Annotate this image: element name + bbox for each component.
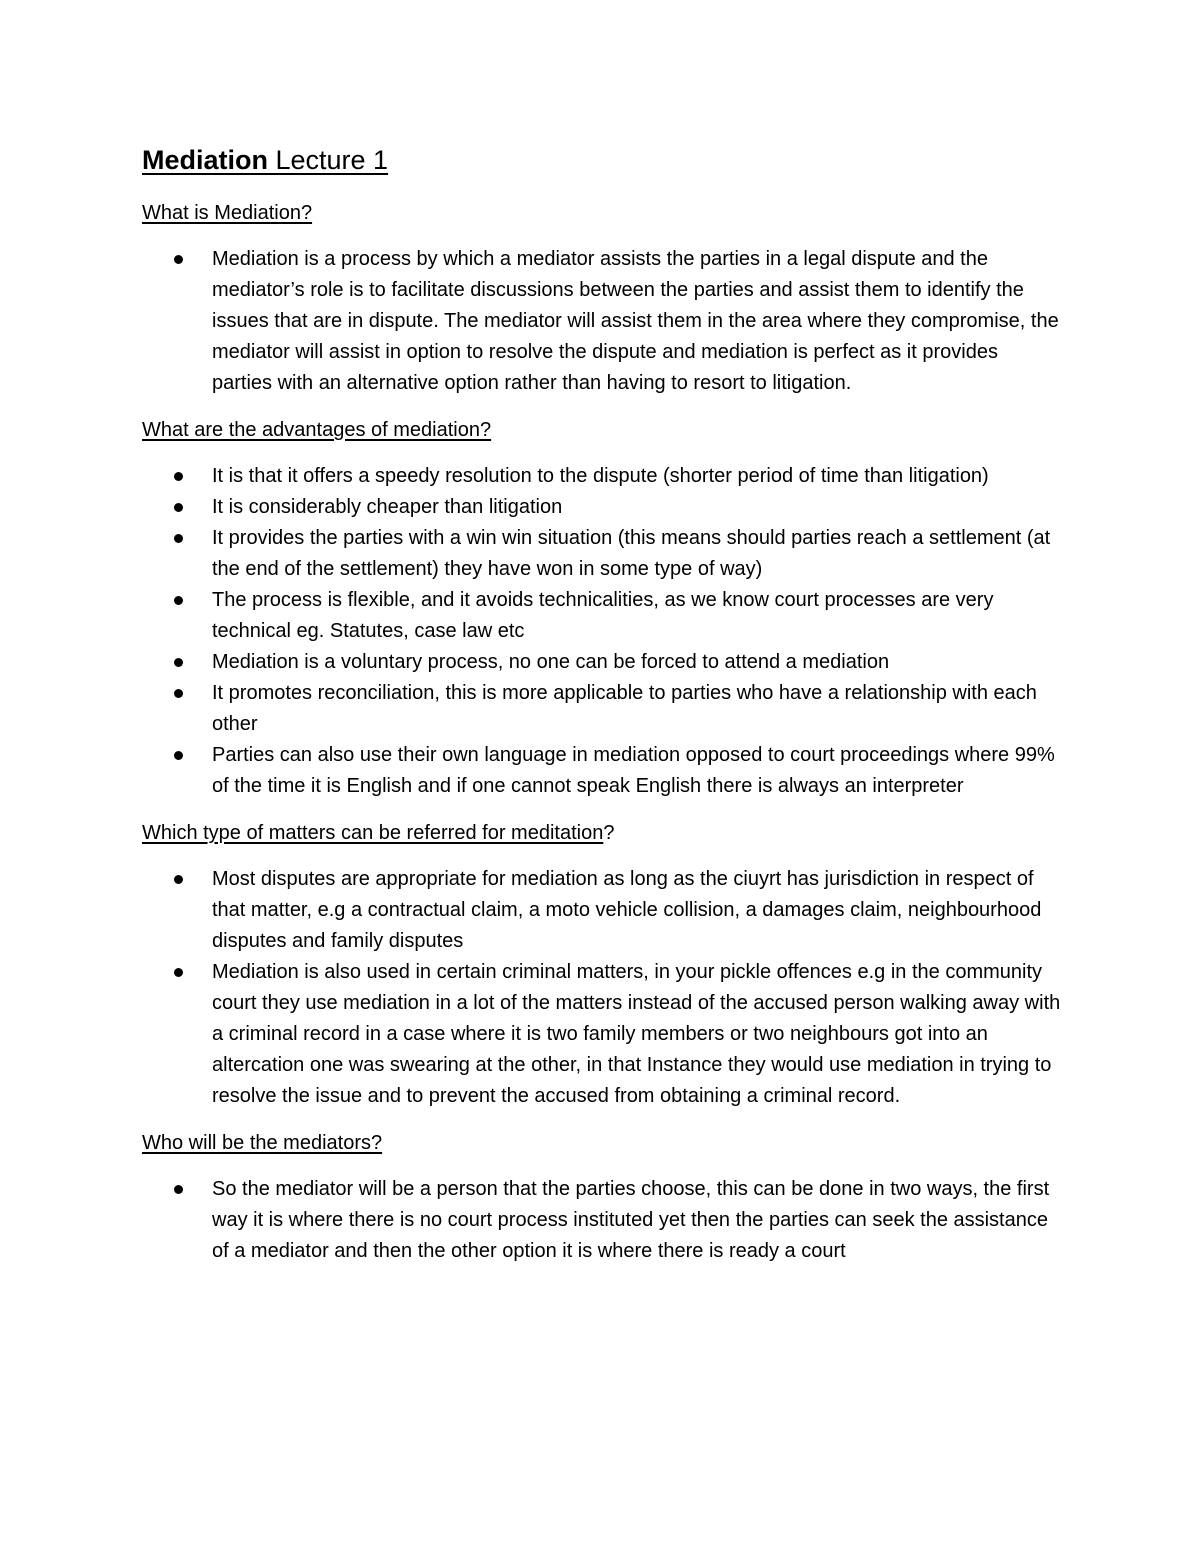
bullet-text: It promotes reconciliation, this is more applicable to parties who have a relationship with each other xyxy=(212,682,1037,735)
bullet-dot-icon xyxy=(174,1185,183,1194)
bullet-dot-icon xyxy=(174,658,183,667)
section-heading-text: Who will be the mediators? xyxy=(142,1132,383,1154)
bullet-dot-icon xyxy=(174,689,183,698)
section-heading xyxy=(142,1128,1062,1159)
section-heading-tail: ? xyxy=(603,822,615,844)
bullet-dot-icon xyxy=(174,503,183,512)
bullet-text: Mediation is a voluntary process, no one can be forced to attend a mediation xyxy=(212,651,890,673)
bullet-item xyxy=(142,864,1062,957)
page-title-rest: Lecture 1 xyxy=(268,145,389,175)
page-title xyxy=(142,142,388,178)
bullet-dot-icon xyxy=(174,968,183,977)
bullet-item xyxy=(142,523,1062,585)
section-heading xyxy=(142,198,1062,229)
bullet-item xyxy=(142,647,1062,678)
bullet-text: The process is flexible, and it avoids technicalities, as we know court processes are very technical eg. Statutes, case law etc xyxy=(212,589,994,642)
bullet-text: Most disputes are appropriate for mediation as long as the ciuyrt has jurisdiction in respect of that matter, e.g a contractual claim, a moto vehicle collision, a damages claim, neighbourhood disputes and family disputes xyxy=(212,868,1042,952)
bullet-dot-icon xyxy=(174,596,183,605)
bullet-dot-icon xyxy=(174,875,183,884)
bullet-text: Mediation is a process by which a mediator assists the parties in a legal dispute and the mediator’s role is to facilitate discussions between the parties and assist them to identify the issues that are in dispute. The mediator will assist them in the area where they compromise, the mediator will assist in option to resolve the dispute and mediation is perfect as it provides parties with an alternative option rather than having to resort to litigation. xyxy=(212,248,1059,394)
bullet-text: So the mediator will be a person that the parties choose, this can be done in two ways, the first way it is where there is no court process instituted yet then the parties can seek the assistance of a mediator and then the other option it is where there is ready a court xyxy=(212,1178,1050,1262)
section-heading-text: What are the advantages of mediation? xyxy=(142,419,492,441)
bullet-text: Parties can also use their own language in mediation opposed to court proceedings where 99% of the time it is English and if one cannot speak English there is always an interpreter xyxy=(212,744,1055,797)
section-heading-text: What is Mediation? xyxy=(142,202,313,224)
bullet-dot-icon xyxy=(174,751,183,760)
bullet-list xyxy=(142,244,1062,399)
bullet-list xyxy=(142,461,1062,802)
page-title-bold: Mediation xyxy=(142,145,268,175)
document-body xyxy=(142,198,1062,1283)
section-heading xyxy=(142,415,1062,446)
bullet-item xyxy=(142,492,1062,523)
section-heading xyxy=(142,818,1062,849)
bullet-list xyxy=(142,1174,1062,1267)
bullet-dot-icon xyxy=(174,255,183,264)
section-heading-text: Which type of matters can be referred for meditation xyxy=(142,822,604,844)
bullet-item xyxy=(142,740,1062,802)
bullet-item xyxy=(142,957,1062,1112)
bullet-item xyxy=(142,585,1062,647)
bullet-item xyxy=(142,244,1062,399)
bullet-text: Mediation is also used in certain criminal matters, in your pickle offences e.g in the community court they use mediation in a lot of the matters instead of the accused person walking away with a criminal record in a case where it is two family members or two neighbours got into an altercation one was swearing at the other, in that Instance they would use mediation in trying to resolve the issue and to prevent the accused from obtaining a criminal record. xyxy=(212,961,1061,1107)
bullet-item xyxy=(142,1174,1062,1267)
bullet-dot-icon xyxy=(174,534,183,543)
bullet-item xyxy=(142,461,1062,492)
bullet-item xyxy=(142,678,1062,740)
bullet-list xyxy=(142,864,1062,1112)
bullet-text: It provides the parties with a win win situation (this means should parties reach a settlement (at the end of the settlement) they have won in some type of way) xyxy=(212,527,1051,580)
bullet-dot-icon xyxy=(174,472,183,481)
bullet-text: It is that it offers a speedy resolution to the dispute (shorter period of time than litigation) xyxy=(212,465,989,487)
bullet-text: It is considerably cheaper than litigation xyxy=(212,496,563,518)
